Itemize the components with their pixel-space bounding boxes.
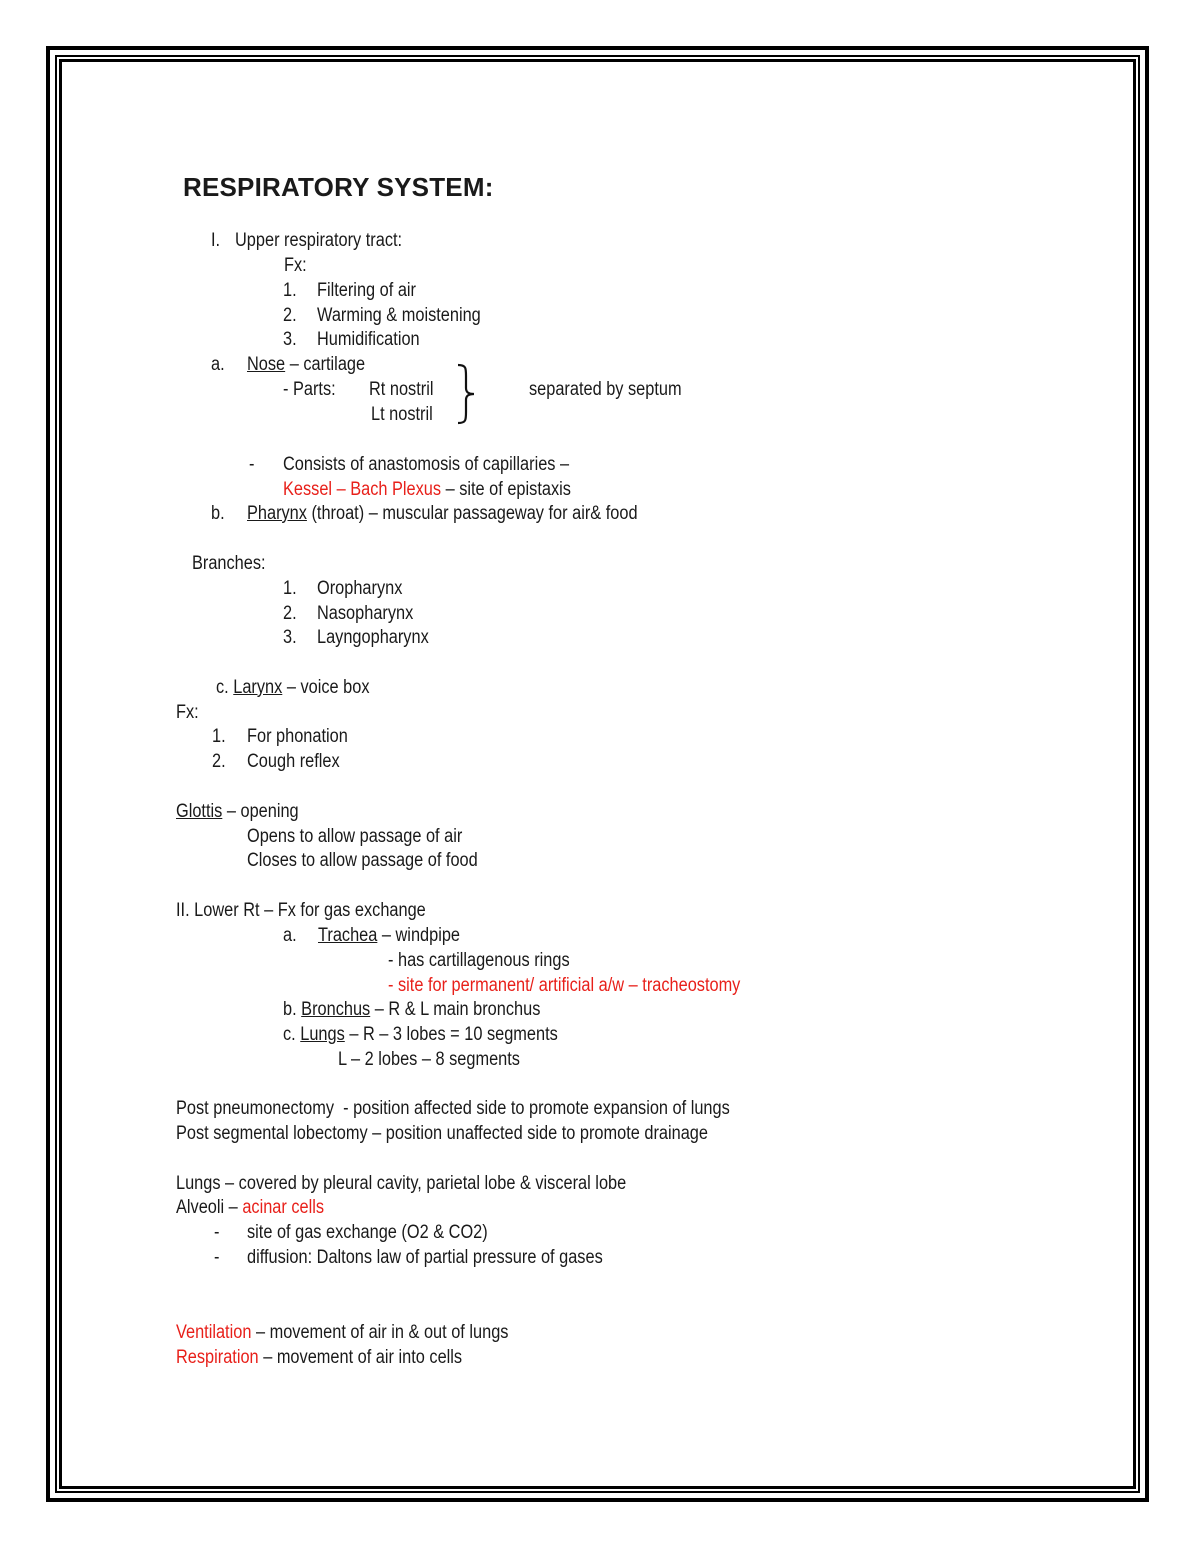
pharynx-line	[247, 502, 638, 526]
nose-separated: separated by septum	[529, 379, 682, 400]
alveoli-item-1: site of gas exchange (O2 & CO2)	[247, 1222, 488, 1243]
upper-fx-item-2: Warming & moistening	[317, 305, 481, 326]
nose-plexus-red: Kessel – Bach Plexus	[283, 479, 442, 500]
bronchus-term: Bronchus	[301, 999, 371, 1020]
larynx-fx-num-2: 2.	[212, 751, 226, 772]
alveoli-dash-1: -	[214, 1222, 220, 1243]
trachea-term: Trachea	[318, 925, 378, 946]
glottis-term: Glottis	[176, 801, 223, 822]
alveoli-item-2: diffusion: Daltons law of partial pressure of gases	[247, 1247, 603, 1268]
nose-consists: Consists of anastomosis of capillaries –	[283, 454, 570, 475]
lungs-desc: – R – 3 lobes = 10 segments	[344, 1024, 558, 1045]
pharynx-term: Pharynx	[247, 503, 307, 524]
lower-heading: II. Lower Rt – Fx for gas exchange	[176, 900, 426, 921]
nose-dash: -	[249, 454, 255, 475]
larynx-fx-num-1: 1.	[212, 726, 226, 747]
post-pneumonectomy: Post pneumonectomy - position affected side to promote expansion of lungs	[176, 1098, 730, 1119]
respiration-term: Respiration	[176, 1347, 259, 1368]
larynx-letter: c.	[216, 677, 229, 698]
lungs-term: Lungs	[300, 1024, 345, 1045]
trachea-line-1: - has cartillagenous rings	[388, 950, 570, 971]
nose-term: Nose	[247, 354, 286, 375]
upper-fx-num-1: 1.	[283, 280, 297, 301]
nose-part-lt: Lt nostril	[371, 404, 433, 425]
glottis-line-2: Closes to allow passage of food	[247, 850, 478, 871]
branch-item-3: Layngopharynx	[317, 627, 429, 648]
larynx-fx-label: Fx:	[176, 702, 199, 723]
page-title: RESPIRATORY SYSTEM:	[183, 172, 494, 202]
trachea-desc: – windpipe	[377, 925, 461, 946]
nose-letter: a.	[211, 354, 225, 375]
glottis-line	[176, 800, 299, 824]
branch-num-2: 2.	[283, 603, 297, 624]
alveoli-line	[176, 1196, 324, 1220]
nose-plexus-rest: – site of epistaxis	[441, 479, 571, 500]
alveoli-label: Alveoli –	[176, 1197, 238, 1218]
trachea-line	[318, 924, 460, 948]
right-brace-icon	[450, 362, 480, 426]
branches-label: Branches:	[192, 553, 266, 574]
branch-item-1: Oropharynx	[317, 578, 403, 599]
glottis-desc: – opening	[222, 801, 299, 822]
alveoli-red: acinar cells	[242, 1197, 325, 1218]
branch-num-1: 1.	[283, 578, 297, 599]
alveoli-dash-2: -	[214, 1247, 220, 1268]
upper-fx-item-1: Filtering of air	[317, 280, 416, 301]
lungs-cover: Lungs – covered by pleural cavity, parietal lobe & visceral lobe	[176, 1173, 627, 1194]
lungs-letter: c.	[283, 1024, 296, 1045]
bronchus-line	[283, 998, 540, 1022]
nose-parts-label: - Parts:	[283, 379, 336, 400]
nose-desc: – cartilage	[285, 354, 366, 375]
lungs-line	[283, 1023, 558, 1047]
nose-plexus-line	[283, 478, 571, 502]
upper-fx-num-3: 3.	[283, 329, 297, 350]
branch-num-3: 3.	[283, 627, 297, 648]
post-lobectomy: Post segmental lobectomy – position unaffected side to promote drainage	[176, 1123, 708, 1144]
respiration-line	[176, 1346, 462, 1370]
ventilation-term: Ventilation	[176, 1322, 252, 1343]
trachea-line-2: - site for permanent/ artificial a/w – tracheostomy	[388, 975, 741, 996]
glottis-line-1: Opens to allow passage of air	[247, 826, 463, 847]
larynx-fx-item-2: Cough reflex	[247, 751, 340, 772]
larynx-term: Larynx	[233, 677, 283, 698]
upper-fx-item-3: Humidification	[317, 329, 420, 350]
larynx-line	[216, 676, 370, 700]
respiration-desc: – movement of air into cells	[258, 1347, 463, 1368]
pharynx-letter: b.	[211, 503, 225, 524]
bronchus-letter: b.	[283, 999, 297, 1020]
bronchus-desc: – R & L main bronchus	[370, 999, 541, 1020]
ventilation-line	[176, 1321, 508, 1345]
pharynx-desc: (throat) – muscular passageway for air& food	[306, 503, 638, 524]
branch-item-2: Nasopharynx	[317, 603, 414, 624]
lungs-line-2: L – 2 lobes – 8 segments	[338, 1049, 520, 1070]
nose-part-rt: Rt nostril	[369, 379, 434, 400]
upper-heading: Upper respiratory tract:	[235, 230, 403, 251]
upper-heading-num: I.	[211, 230, 221, 251]
upper-fx-num-2: 2.	[283, 305, 297, 326]
larynx-desc: – voice box	[282, 677, 370, 698]
ventilation-desc: – movement of air in & out of lungs	[251, 1322, 509, 1343]
page-border-inner	[59, 59, 1136, 1489]
trachea-letter: a.	[283, 925, 297, 946]
nose-line	[247, 353, 365, 377]
larynx-fx-item-1: For phonation	[247, 726, 348, 747]
upper-fx-label: Fx:	[284, 255, 307, 276]
